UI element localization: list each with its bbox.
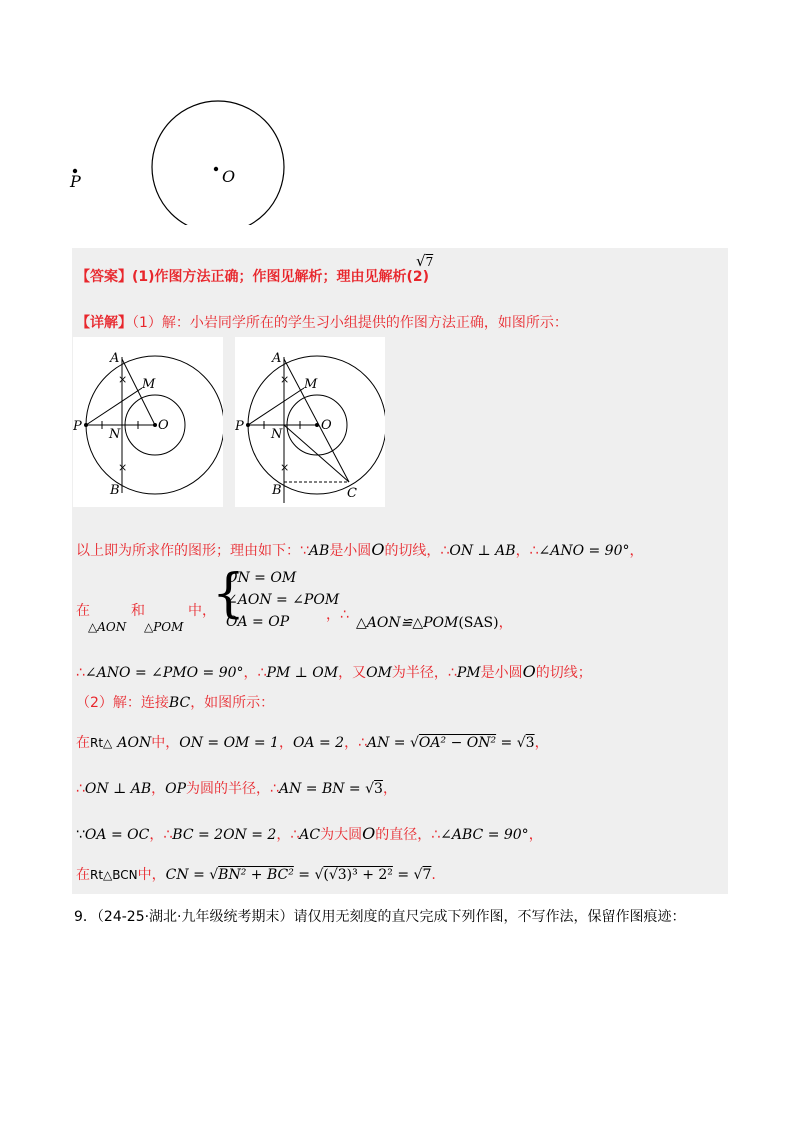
figure-1 [73, 337, 223, 507]
line2-zhong: 中， [188, 603, 216, 619]
svg-text:P: P [235, 419, 244, 434]
svg-text:×: × [280, 461, 290, 474]
reason-line-3: ∴∠ANO = ∠PMO = 90°，∴PM ⊥ OM，又OM为半径，∴PM是小圆O的切线； [76, 662, 592, 681]
figure-2 [235, 337, 385, 507]
calc-line-7: ∵OA = OC，∴BC = 2ON = 2，∴AC为大圆O的直径，∴∠ABC = 90°， [76, 824, 543, 843]
calc-line-8: 在Rt△BCN中，CN = √BN² + BC² = √(√3)³ + 2² = √7. [76, 867, 436, 883]
svg-text:B: B [110, 483, 120, 498]
question-text: 请仅用无刻度的直尺完成下列作图，不写作法，保留作图痕迹： [293, 909, 686, 925]
svg-text:×: × [118, 373, 128, 386]
svg-text:A: A [272, 351, 282, 366]
part2-line: （2）解：连接BC，如图所示： [76, 695, 275, 711]
line2-he: 和 [131, 603, 145, 619]
answer-sqrt7: √7 [416, 252, 434, 270]
question-number: 9． [74, 909, 97, 925]
answer-line [76, 266, 429, 286]
label-p: P [70, 172, 81, 191]
point-o-dot [214, 167, 218, 171]
line2-zai: 在 [76, 603, 90, 619]
detail-line [76, 312, 568, 332]
system-brace: { [212, 564, 246, 624]
circle-o [152, 101, 284, 225]
label-o: O [222, 167, 236, 186]
calc-line-6: ∴ON ⊥ AB，OP为圆的半径，∴AN = BN = √3， [76, 781, 397, 797]
svg-text:×: × [118, 461, 128, 474]
svg-text:B: B [272, 483, 282, 498]
svg-text:A: A [110, 351, 120, 366]
svg-text:N: N [109, 427, 121, 442]
svg-text:O: O [321, 418, 332, 433]
line2-triangle-pom: △POM [144, 620, 184, 634]
svg-text:M: M [142, 377, 156, 392]
answer-text: (1)作图方法正确；作图见解析；理由见解析(2) [132, 269, 430, 285]
line2-triangle-aon: △AON [88, 620, 127, 634]
svg-text:M: M [304, 377, 318, 392]
line2-therefore: ，∴ [326, 607, 349, 623]
top-circle-figure [60, 95, 300, 225]
detail-label: 【详解】 [76, 315, 132, 331]
eq-on-om: ON = OM [226, 570, 297, 586]
reason-line-1: 以上即为所求作的图形；理由如下：∵AB是小圆O的切线，∴ON ⊥ AB，∴∠ANO = 90°， [76, 540, 644, 559]
detail-part1: （1）解：小岩同学所在的学生习小组提供的作图方法正确，如图所示： [132, 315, 568, 331]
answer-label: 【答案】 [76, 269, 132, 285]
svg-text:N: N [271, 427, 283, 442]
svg-text:O: O [158, 418, 169, 433]
svg-text:P: P [73, 419, 82, 434]
eq-oa-op: OA = OP [226, 614, 290, 630]
eq-angle: ∠AON = ∠POM [226, 592, 340, 608]
calc-line-5: 在Rt△ AON中，ON = OM = 1，OA = 2，∴AN = √OA² − ON² = √3， [76, 735, 549, 751]
svg-text:C: C [347, 486, 357, 501]
question-9 [74, 906, 686, 926]
question-source: （24-25·湖北·九年级统考期末） [96, 909, 294, 925]
line2-conclusion: △AON≌△POM(SAS)， [356, 615, 513, 631]
svg-text:×: × [280, 373, 290, 386]
